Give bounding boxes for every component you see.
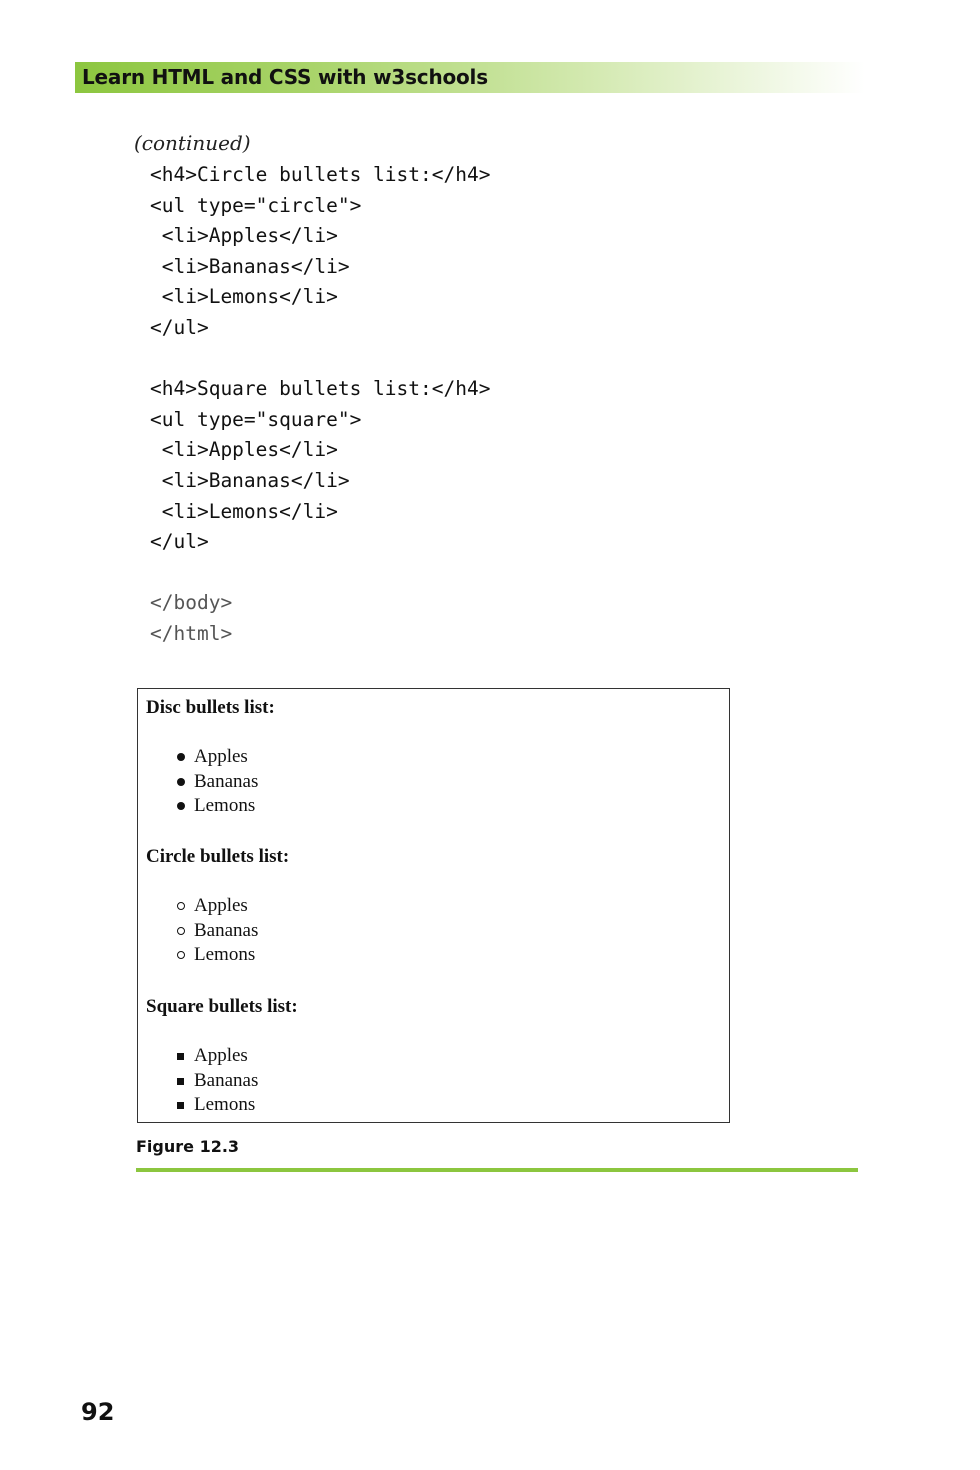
bullet-list (146, 745, 275, 819)
disc-list-section (146, 697, 275, 819)
code-line: </body> (150, 591, 233, 615)
circle-bullet-icon (177, 902, 185, 910)
list-item (146, 919, 289, 944)
list-item-label: Lemons (194, 1094, 256, 1115)
code-line: <li>Apples</li> (150, 438, 338, 462)
square-bullet-icon (177, 1102, 184, 1109)
running-header-bar (75, 62, 865, 93)
figure-rendered-output (137, 688, 730, 1123)
code-line: <li>Lemons</li> (150, 499, 338, 523)
circle-list-section (146, 846, 289, 968)
code-line: <ul type="square"> (150, 407, 362, 431)
list-item-label: Lemons (194, 795, 256, 816)
code-line: <li>Bananas</li> (150, 468, 350, 492)
disc-bullet-icon (177, 778, 185, 786)
list-item (146, 894, 289, 919)
circle-bullet-icon (177, 951, 185, 959)
list-item (146, 1069, 298, 1094)
list-item-label: Bananas (194, 919, 259, 941)
code-line (150, 558, 490, 589)
running-header-title: Learn HTML and CSS with w3schools (82, 65, 488, 89)
bullet-list (146, 894, 289, 968)
figure-divider (136, 1168, 858, 1172)
figure-caption: Figure 12.3 (136, 1137, 240, 1156)
circle-bullet-icon (177, 927, 185, 935)
list-item (146, 745, 275, 770)
section-heading: Circle bullets list: (146, 846, 290, 867)
square-bullet-icon (177, 1078, 184, 1085)
disc-bullet-icon (177, 802, 185, 810)
list-item-label: Apples (194, 746, 248, 767)
page-number: 92 (81, 1398, 115, 1426)
code-line: <h4>Square bullets list:</h4> (150, 377, 491, 401)
section-heading: Disc bullets list: (146, 697, 275, 718)
list-item (146, 1093, 298, 1118)
list-item-label: Apples (194, 1045, 248, 1066)
list-item (146, 770, 275, 795)
list-item-label: Lemons (194, 944, 256, 965)
continued-label: (continued) (134, 131, 251, 155)
square-list-section (146, 996, 298, 1118)
code-line: <li>Apples</li> (150, 224, 338, 248)
list-item (146, 1044, 298, 1069)
code-line: </html> (150, 621, 233, 645)
code-listing (150, 160, 490, 650)
code-line (150, 344, 490, 375)
list-item-label: Bananas (194, 770, 259, 792)
code-line: <li>Lemons</li> (150, 285, 338, 309)
section-heading: Square bullets list: (146, 996, 298, 1017)
disc-bullet-icon (177, 753, 185, 761)
list-item (146, 794, 275, 819)
code-line: </ul> (150, 315, 209, 339)
square-bullet-icon (177, 1053, 184, 1060)
code-line: <ul type="circle"> (150, 193, 362, 217)
list-item-label: Bananas (194, 1069, 259, 1091)
bullet-list (146, 1044, 298, 1118)
code-line: <li>Bananas</li> (150, 254, 350, 278)
list-item (146, 943, 289, 968)
list-item-label: Apples (194, 895, 248, 916)
code-line: </ul> (150, 530, 209, 554)
code-line: <h4>Circle bullets list:</h4> (150, 163, 491, 186)
